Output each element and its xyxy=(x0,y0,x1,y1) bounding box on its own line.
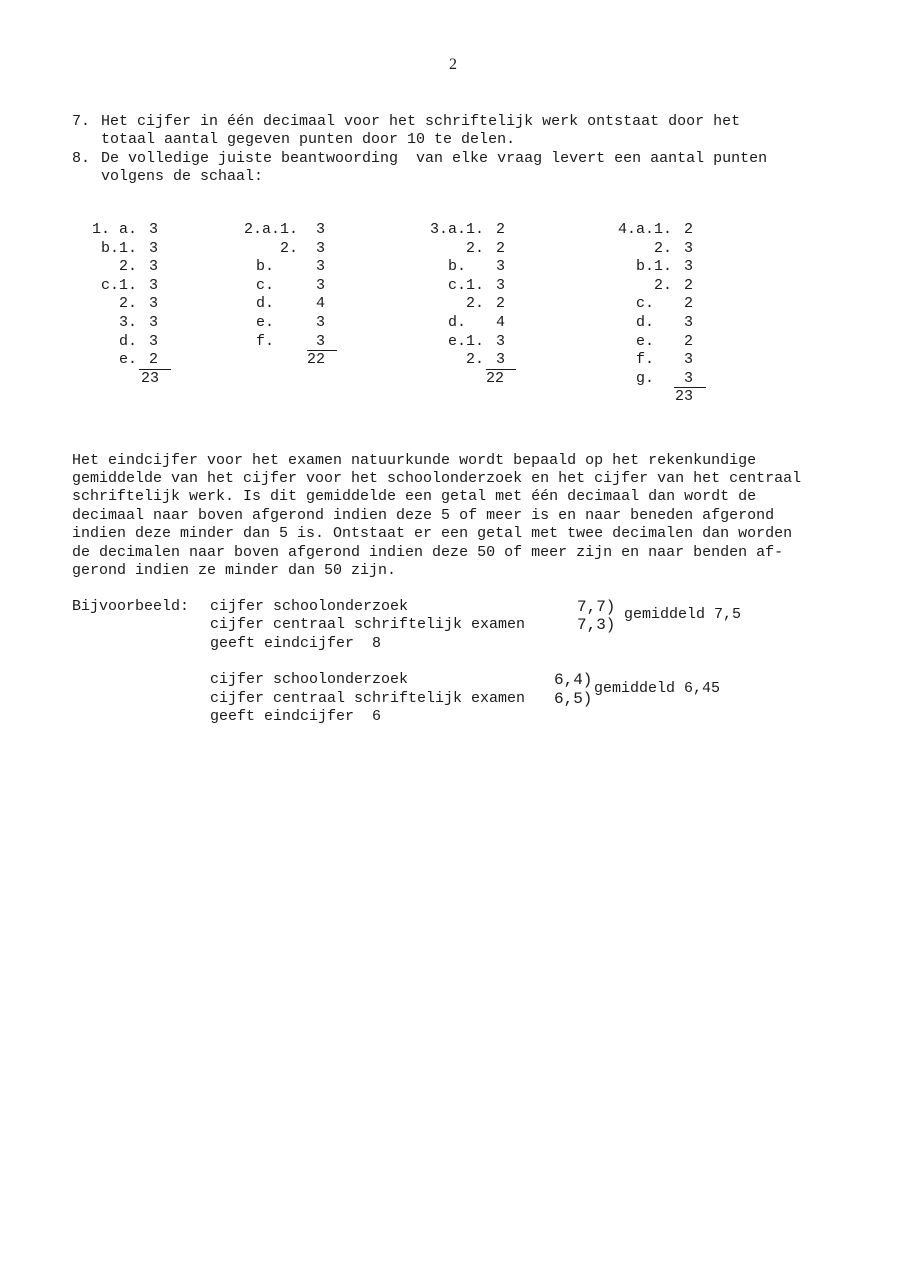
rule-7-number: 7. xyxy=(72,113,91,130)
example-1-line-2: cijfer centraal schriftelijk examen xyxy=(210,616,526,633)
sum-line xyxy=(674,387,706,388)
rule-8-line-1: De volledige juiste beantwoording van elke vraag levert een aantal punten xyxy=(101,150,768,167)
sum-line xyxy=(307,350,337,351)
paragraph-line: schriftelijk werk. Is dit gemiddelde een getal met één decimaal dan wordt de xyxy=(72,488,757,505)
paragraph-line: gemiddelde van het cijfer voor het schoolonderzoek en het cijfer van het centraal xyxy=(72,470,802,487)
example-2-value-1: 6,4) xyxy=(554,671,593,689)
example-1-value-2: 7,3) xyxy=(577,616,616,634)
example-1-average: gemiddeld 7,5 xyxy=(624,606,742,623)
example-2-value-2: 6,5) xyxy=(554,690,593,708)
example-1-line-3: geeft eindcijfer 8 xyxy=(210,635,382,652)
sum-line xyxy=(486,369,516,370)
paragraph-line: indien deze minder dan 5 is. Ontstaat er een getal met twee decimalen dan worden xyxy=(72,525,793,542)
example-1-line-1: cijfer schoolonderzoek xyxy=(210,598,409,615)
page-number: 2 xyxy=(449,56,457,73)
paragraph-line: de decimalen naar boven afgerond indien deze 50 of meer zijn en naar benden af- xyxy=(72,544,784,561)
example-2-line-3: geeft eindcijfer 6 xyxy=(210,708,382,725)
rule-8-number: 8. xyxy=(72,150,91,167)
sum-line xyxy=(139,369,171,370)
rule-7-line-2: totaal aantal gegeven punten door 10 te delen. xyxy=(101,131,516,148)
rule-8-line-2: volgens de schaal: xyxy=(101,168,264,185)
example-1-value-1: 7,7) xyxy=(577,598,616,616)
paragraph-line: decimaal naar boven afgerond indien deze 5 of meer is en naar beneden afgerond xyxy=(72,507,775,524)
paragraph-line: Het eindcijfer voor het examen natuurkunde wordt bepaald op het rekenkundige xyxy=(72,452,757,469)
rule-7-line-1: Het cijfer in één decimaal voor het schriftelijk werk ontstaat door het xyxy=(101,113,741,130)
example-2-average: gemiddeld 6,45 xyxy=(594,680,721,697)
example-label: Bijvoorbeeld: xyxy=(72,598,190,615)
example-2-line-1: cijfer schoolonderzoek xyxy=(210,671,409,688)
paragraph-line: gerond indien ze minder dan 50 zijn. xyxy=(72,562,397,579)
example-2-line-2: cijfer centraal schriftelijk examen xyxy=(210,690,526,707)
